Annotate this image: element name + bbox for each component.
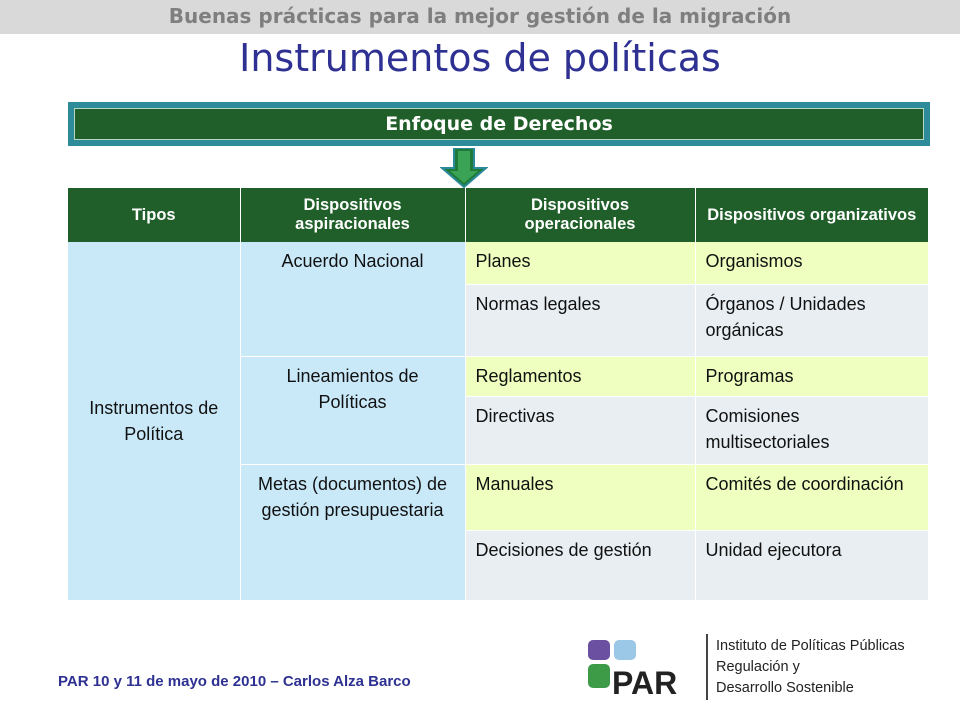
organizativo-cell: Programas	[695, 356, 928, 396]
operacional-cell: Directivas	[465, 396, 695, 464]
operacional-cell: Normas legales	[465, 284, 695, 356]
logo-divider	[706, 634, 708, 700]
organizativo-cell: Órganos / Unidades orgánicas	[695, 284, 928, 356]
operacional-cell: Decisiones de gestión	[465, 530, 695, 600]
header-operacionales: Dispositivos operacionales	[465, 188, 695, 242]
instruments-table	[68, 188, 928, 601]
table-header-row	[68, 188, 928, 242]
organizativo-cell: Organismos	[695, 242, 928, 284]
aspiracional-cell: Acuerdo Nacional	[240, 242, 465, 356]
rights-bar-inner	[74, 108, 924, 140]
header-organizativos: Dispositivos organizativos	[695, 188, 928, 242]
operacional-cell: Manuales	[465, 464, 695, 530]
organizativo-cell: Comités de coordinación	[695, 464, 928, 530]
operacional-cell: Planes	[465, 242, 695, 284]
aspiracional-cell: Metas (documentos) de gestión presupuestaria	[240, 464, 465, 600]
banner-text: Buenas prácticas para la mejor gestión de la migración	[168, 4, 792, 28]
page-title: Instrumentos de políticas	[239, 36, 721, 80]
top-banner	[0, 0, 960, 34]
footer-credit: PAR 10 y 11 de mayo de 2010 – Carlos Alza Barco	[58, 673, 411, 690]
header-aspiracionales: Dispositivos aspiracionales	[240, 188, 465, 242]
organizativo-cell: Unidad ejecutora	[695, 530, 928, 600]
logo-wordmark: PAR	[612, 665, 678, 701]
logo-line: Desarrollo Sostenible	[716, 680, 854, 696]
aspiracional-cell: Lineamientos de Políticas	[240, 356, 465, 464]
table-row	[68, 242, 928, 284]
organizativo-cell: Comisiones multisectoriales	[695, 396, 928, 464]
par-logo	[586, 636, 696, 702]
rights-bar-label: Enfoque de Derechos	[385, 113, 613, 135]
row-label-cell: Instrumentos de Política	[68, 242, 240, 600]
logo-line: Instituto de Políticas Públicas	[716, 638, 905, 654]
logo-line: Regulación y	[716, 659, 800, 675]
operacional-cell: Reglamentos	[465, 356, 695, 396]
logo-institution-text	[716, 636, 905, 699]
rights-bar	[68, 102, 930, 146]
header-tipos: Tipos	[68, 188, 240, 242]
down-arrow-icon	[440, 148, 488, 188]
